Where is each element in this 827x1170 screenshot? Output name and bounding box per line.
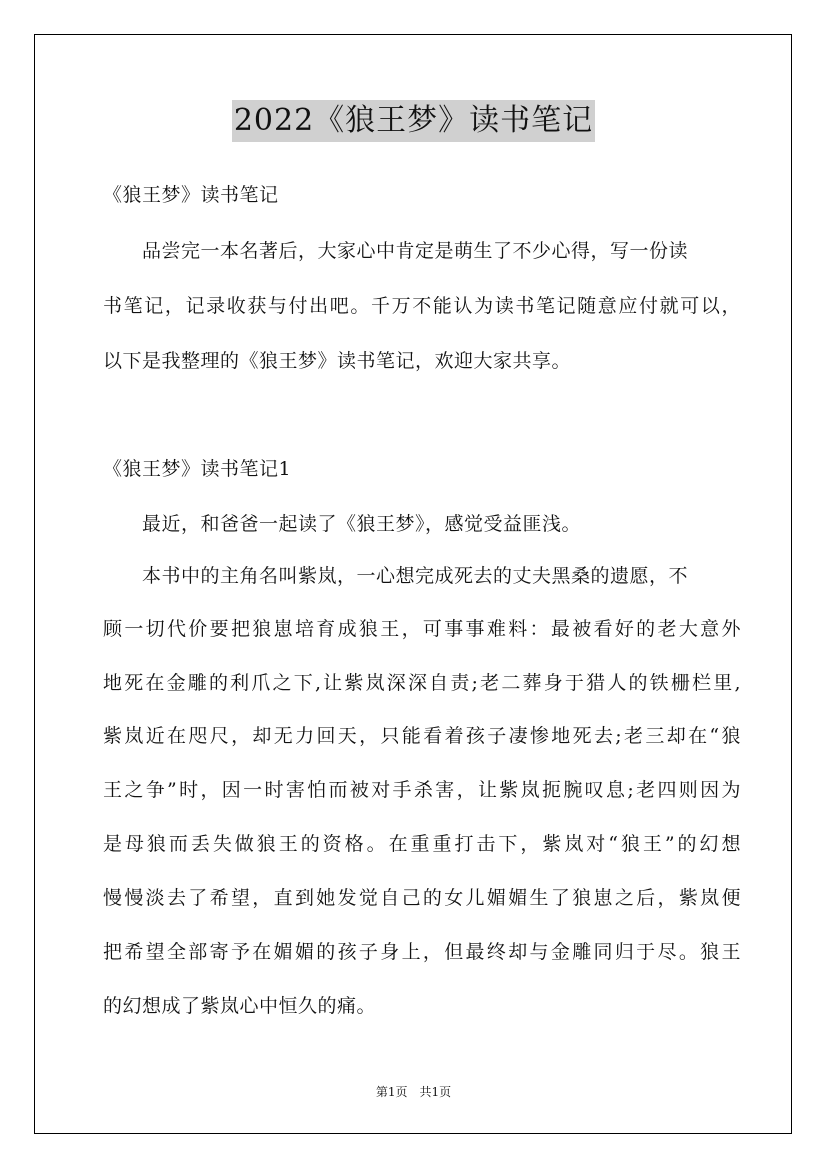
document-title: 2022《狼王梦》读书笔记 bbox=[232, 100, 595, 142]
paragraph-line: 王之争”时，因一时害怕而被对手杀害，让紫岚扼腕叹息;老四则因为 bbox=[103, 779, 741, 801]
paragraph-line: 最近，和爸爸一起读了《狼王梦》，感觉受益匪浅。 bbox=[142, 513, 582, 535]
paragraph-line: 地死在金雕的利爪之下,让紫岚深深自责;老二葬身于猎人的铁栅栏里, bbox=[103, 672, 741, 694]
paragraph-line: 本书中的主角名叫紫岚，一心想完成死去的丈夫黑桑的遗愿，不 bbox=[142, 565, 689, 587]
section-heading: 《狼王梦》读书笔记 bbox=[103, 184, 279, 206]
paragraph-line: 顾一切代价要把狼崽培育成狼王，可事事难料：最被看好的老大意外 bbox=[103, 618, 741, 640]
intro-line: 以下是我整理的《狼王梦》读书笔记，欢迎大家共享。 bbox=[103, 350, 572, 372]
intro-line: 书笔记，记录收获与付出吧。千万不能认为读书笔记随意应付就可以， bbox=[103, 295, 741, 317]
paragraph-line: 把希望全部寄予在媚媚的孩子身上，但最终却与金雕同归于尽。狼王 bbox=[103, 941, 741, 963]
section-heading: 《狼王梦》读书笔记1 bbox=[103, 458, 292, 480]
paragraph-line: 的幻想成了紫岚心中恒久的痛。 bbox=[103, 995, 377, 1017]
page-number: 第1页 共1页 bbox=[375, 1085, 452, 1099]
intro-line: 品尝完一本名著后，大家心中肯定是萌生了不少心得，写一份读 bbox=[142, 240, 689, 262]
paragraph-line: 紫岚近在咫尺，却无力回天，只能看着孩子凄惨地死去;老三却在“狼 bbox=[103, 725, 741, 747]
paragraph-line: 慢慢淡去了希望，直到她发觉自己的女儿媚媚生了狼崽之后，紫岚便 bbox=[103, 887, 741, 909]
paragraph-line: 是母狼而丢失做狼王的资格。在重重打击下，紫岚对“狼王”的幻想 bbox=[103, 833, 741, 855]
title-container bbox=[0, 100, 827, 142]
